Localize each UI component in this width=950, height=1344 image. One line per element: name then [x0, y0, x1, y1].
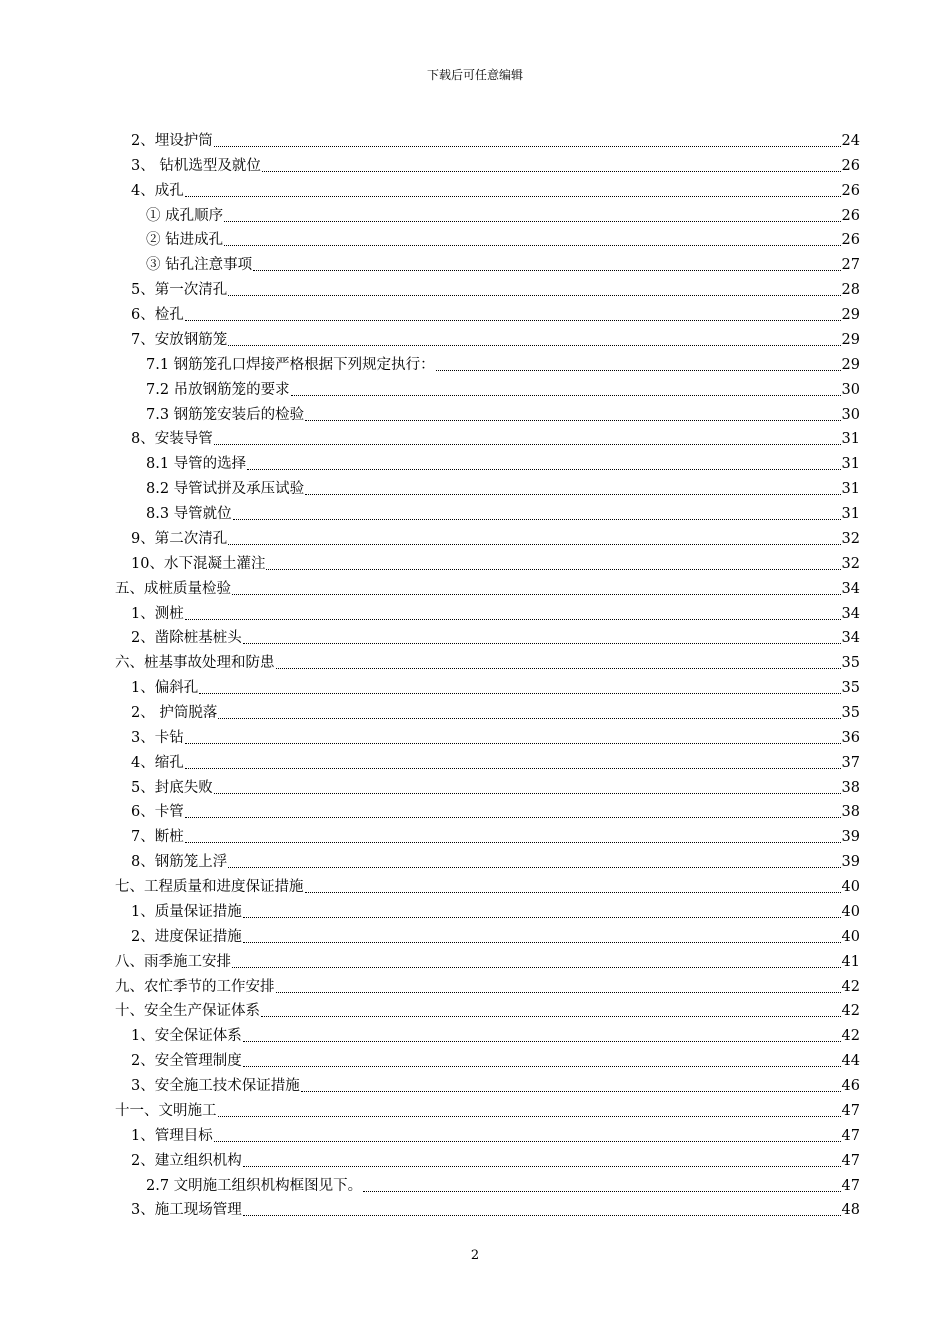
toc-dot-leader [243, 642, 841, 644]
toc-entry-title: 8.1 导管的选择 [146, 456, 247, 473]
toc-entry-page: 38 [841, 804, 860, 821]
toc-entry-page: 47 [841, 1152, 860, 1169]
toc-dot-leader [363, 1190, 840, 1192]
toc-entry-title: 2、凿除桩基桩头 [131, 630, 242, 647]
toc-entry-page: 35 [841, 680, 860, 697]
toc-entry-page: 31 [841, 481, 860, 498]
toc-entry-title: 10、水下混凝土灌注 [131, 555, 266, 572]
toc-entry-title: 2.7 文明施工组织机构框图见下。 [146, 1177, 363, 1194]
toc-entry-title: 7.1 钢筋笼孔口焊接严格根据下列规定执行： [146, 356, 435, 373]
toc-dot-leader [232, 966, 841, 968]
toc-entry[interactable] [146, 225, 860, 249]
toc-entry-page: 26 [841, 157, 860, 174]
toc-dot-leader [199, 692, 840, 694]
toc-entry-title: 5、封底失败 [131, 779, 213, 796]
toc-entry-page: 36 [841, 729, 860, 746]
toc-dot-leader [243, 1040, 841, 1042]
toc-entry-title: 十一、文明施工 [115, 1102, 217, 1119]
toc-dot-leader [228, 294, 840, 296]
toc-entry-title: 2、安全管理制度 [131, 1053, 242, 1070]
toc-entry-title: 十、安全生产保证体系 [115, 1003, 260, 1020]
toc-entry[interactable] [131, 424, 860, 448]
toc-entry-page: 37 [841, 754, 860, 771]
toc-entry-page: 31 [841, 506, 860, 523]
toc-entry-page: 47 [841, 1127, 860, 1144]
toc-dot-leader [228, 543, 840, 545]
toc-entry[interactable] [131, 524, 860, 548]
toc-entry[interactable] [146, 474, 860, 498]
toc-entry[interactable] [131, 1146, 860, 1170]
toc-entry[interactable] [131, 549, 860, 573]
toc-entry-title: 8.2 导管试拼及承压试验 [146, 481, 305, 498]
toc-dot-leader [253, 269, 840, 271]
toc-dot-leader [214, 145, 841, 147]
toc-entry[interactable] [131, 797, 860, 821]
toc-entry-page: 31 [841, 456, 860, 473]
toc-entry[interactable] [115, 872, 860, 896]
toc-entry-page: 32 [841, 555, 860, 572]
toc-entry[interactable] [131, 126, 860, 150]
toc-entry-title: 九、农忙季节的工作安排 [115, 978, 275, 995]
toc-entry-title: 1、质量保证措施 [131, 903, 242, 920]
toc-entry-title: 六、桩基事故处理和防患 [115, 655, 275, 672]
toc-entry-title: 3、安全施工技术保证措施 [131, 1078, 300, 1095]
toc-entry[interactable] [146, 350, 860, 374]
page-header: 下载后可任意编辑 [426, 68, 523, 82]
toc-entry-title: ② 钻进成孔 [146, 232, 224, 249]
toc-entry-title: 3、施工现场管理 [131, 1202, 242, 1219]
toc-entry-title: 七、工程质量和进度保证措施 [115, 879, 304, 896]
toc-entry[interactable] [131, 748, 860, 772]
toc-entry[interactable] [131, 822, 860, 846]
toc-entry[interactable] [131, 599, 860, 623]
toc-dot-leader [276, 667, 841, 669]
toc-entry[interactable] [115, 996, 860, 1020]
toc-entry-title: 7、安放钢筋笼 [131, 331, 228, 348]
toc-entry[interactable] [131, 325, 860, 349]
toc-dot-leader [243, 1165, 841, 1167]
toc-entry[interactable] [115, 972, 860, 996]
toc-dot-leader [305, 891, 841, 893]
toc-entry[interactable] [131, 847, 860, 871]
toc-entry-page: 32 [841, 530, 860, 547]
toc-entry[interactable] [146, 201, 860, 225]
toc-entry-page: 24 [841, 133, 860, 149]
toc-dot-leader [232, 593, 841, 595]
toc-entry-title: 1、测桩 [131, 605, 184, 622]
toc-dot-leader [261, 1015, 841, 1017]
toc-entry-title: 八、雨季施工安排 [115, 953, 231, 970]
toc-entry-page: 34 [841, 580, 860, 597]
toc-dot-leader [243, 916, 841, 918]
toc-dot-leader [185, 841, 841, 843]
toc-entry-title: ① 成孔顺序 [146, 207, 224, 224]
toc-entry[interactable] [131, 623, 860, 647]
toc-dot-leader [185, 618, 841, 620]
toc-dot-leader [276, 991, 841, 993]
toc-dot-leader [185, 816, 841, 818]
toc-entry-page: 46 [841, 1078, 860, 1095]
toc-entry[interactable] [131, 698, 860, 722]
toc-entry-title: 2、建立组织机构 [131, 1152, 242, 1169]
toc-entry-page: 47 [841, 1177, 860, 1194]
toc-entry-title: 五、成桩质量检验 [115, 580, 231, 597]
page-number: 2 [470, 1248, 480, 1263]
toc-entry[interactable] [146, 449, 860, 473]
toc-entry-page: 48 [841, 1202, 860, 1219]
toc-entry-title: 6、卡管 [131, 804, 184, 821]
toc-entry-title: 1、管理目标 [131, 1127, 213, 1144]
toc-entry-title: 8.3 导管就位 [146, 506, 232, 523]
toc-entry[interactable] [131, 300, 860, 324]
toc-entry-page: 35 [841, 705, 860, 721]
toc-dot-leader [243, 941, 841, 943]
toc-entry-page: 42 [841, 1003, 860, 1020]
toc-entry[interactable] [131, 673, 860, 697]
toc-dot-leader [436, 369, 841, 371]
toc-entry-title: 2、埋设护筒 [131, 133, 213, 149]
toc-entry[interactable] [131, 922, 860, 946]
toc-entry-title: 7.3 钢筋笼安装后的检验 [146, 406, 305, 423]
toc-entry-page: 29 [841, 307, 860, 324]
toc-entry-page: 42 [841, 1028, 860, 1045]
toc-dot-leader [233, 518, 841, 520]
toc-entry-title: 1、安全保证体系 [131, 1028, 242, 1045]
toc-entry[interactable] [131, 176, 860, 200]
toc-dot-leader [243, 1065, 841, 1067]
toc-entry[interactable] [131, 1021, 860, 1045]
toc-dot-leader [185, 319, 841, 321]
toc-entry[interactable] [146, 375, 860, 399]
toc-entry[interactable] [131, 151, 860, 175]
toc-entry-title: ③ 钻孔注意事项 [146, 257, 253, 274]
toc-entry-title: 4、成孔 [131, 182, 184, 199]
toc-entry-page: 27 [841, 257, 860, 274]
toc-entry-title: 8、安装导管 [131, 431, 213, 448]
toc-entry[interactable] [131, 773, 860, 797]
toc-entry[interactable] [131, 723, 860, 747]
toc-entry-page: 29 [841, 331, 860, 348]
toc-entry[interactable] [146, 250, 860, 274]
toc-entry[interactable] [131, 897, 860, 921]
toc-entry-page: 40 [841, 903, 860, 920]
toc-entry-page: 26 [841, 232, 860, 249]
toc-entry-page: 31 [841, 431, 860, 448]
toc-entry-page: 26 [841, 182, 860, 199]
toc-entry-page: 42 [841, 978, 860, 995]
toc-dot-leader [214, 1140, 841, 1142]
toc-entry[interactable] [146, 1171, 860, 1195]
toc-entry-title: 7、断桩 [131, 829, 184, 846]
toc-dot-leader [214, 792, 841, 794]
toc-dot-leader [224, 244, 840, 246]
toc-dot-leader [228, 344, 840, 346]
toc-entry-page: 39 [841, 854, 860, 871]
toc-entry-page: 38 [841, 779, 860, 796]
toc-entry-title: 3、卡钻 [131, 729, 184, 746]
toc-dot-leader [224, 220, 840, 222]
toc-entry-page: 30 [841, 381, 860, 398]
toc-dot-leader [185, 767, 841, 769]
toc-entry-title: 7.2 吊放钢筋笼的要求 [146, 381, 290, 398]
toc-dot-leader [218, 717, 840, 719]
toc-dot-leader [243, 1214, 841, 1216]
toc-entry-title: 4、缩孔 [131, 754, 184, 771]
toc-entry-page: 40 [841, 928, 860, 945]
toc-dot-leader [218, 1115, 841, 1117]
toc-entry-title: 3、 钻机选型及就位 [131, 157, 261, 174]
toc-entry-page: 34 [841, 605, 860, 622]
toc-entry-page: 41 [841, 953, 860, 970]
toc-entry-page: 40 [841, 879, 860, 896]
toc-dot-leader [228, 866, 840, 868]
toc-dot-leader [262, 170, 841, 172]
toc-dot-leader [301, 1090, 841, 1092]
toc-dot-leader [247, 468, 840, 470]
toc-entry[interactable] [146, 400, 860, 424]
toc-entry-title: 8、钢筋笼上浮 [131, 854, 228, 871]
toc-entry[interactable] [146, 499, 860, 523]
toc-entry[interactable] [131, 1195, 860, 1219]
toc-entry-page: 35 [841, 655, 860, 672]
toc-dot-leader [214, 443, 841, 445]
toc-entry-page: 44 [841, 1053, 860, 1070]
toc-dot-leader [266, 568, 840, 570]
toc-entry-page: 28 [841, 282, 860, 299]
toc-entry[interactable] [131, 1121, 860, 1145]
toc-dot-leader [291, 394, 841, 396]
toc-entry[interactable] [115, 1096, 860, 1120]
toc-entry-title: 2、进度保证措施 [131, 928, 242, 945]
toc-entry-title: 5、第一次清孔 [131, 282, 228, 299]
toc-entry-title: 6、检孔 [131, 307, 184, 324]
toc-entry-page: 30 [841, 406, 860, 423]
toc-entry-page: 47 [841, 1102, 860, 1119]
toc-entry-page: 29 [841, 356, 860, 373]
toc-entry[interactable] [131, 275, 860, 299]
toc-dot-leader [185, 195, 841, 197]
toc-entry[interactable] [115, 574, 860, 598]
toc-entry-page: 34 [841, 630, 860, 647]
toc-entry-title: 2、 护筒脱落 [131, 705, 218, 721]
toc-dot-leader [305, 493, 840, 495]
toc-entry-page: 39 [841, 829, 860, 846]
toc-dot-leader [185, 742, 841, 744]
toc-entry[interactable] [131, 1046, 860, 1070]
toc-entry-title: 9、第二次清孔 [131, 530, 228, 547]
toc-entry-title: 1、偏斜孔 [131, 680, 199, 697]
toc-entry[interactable] [131, 1071, 860, 1095]
toc-entry-page: 26 [841, 207, 860, 224]
toc-entry[interactable] [115, 947, 860, 971]
toc-entry[interactable] [115, 648, 860, 672]
toc-dot-leader [305, 419, 840, 421]
